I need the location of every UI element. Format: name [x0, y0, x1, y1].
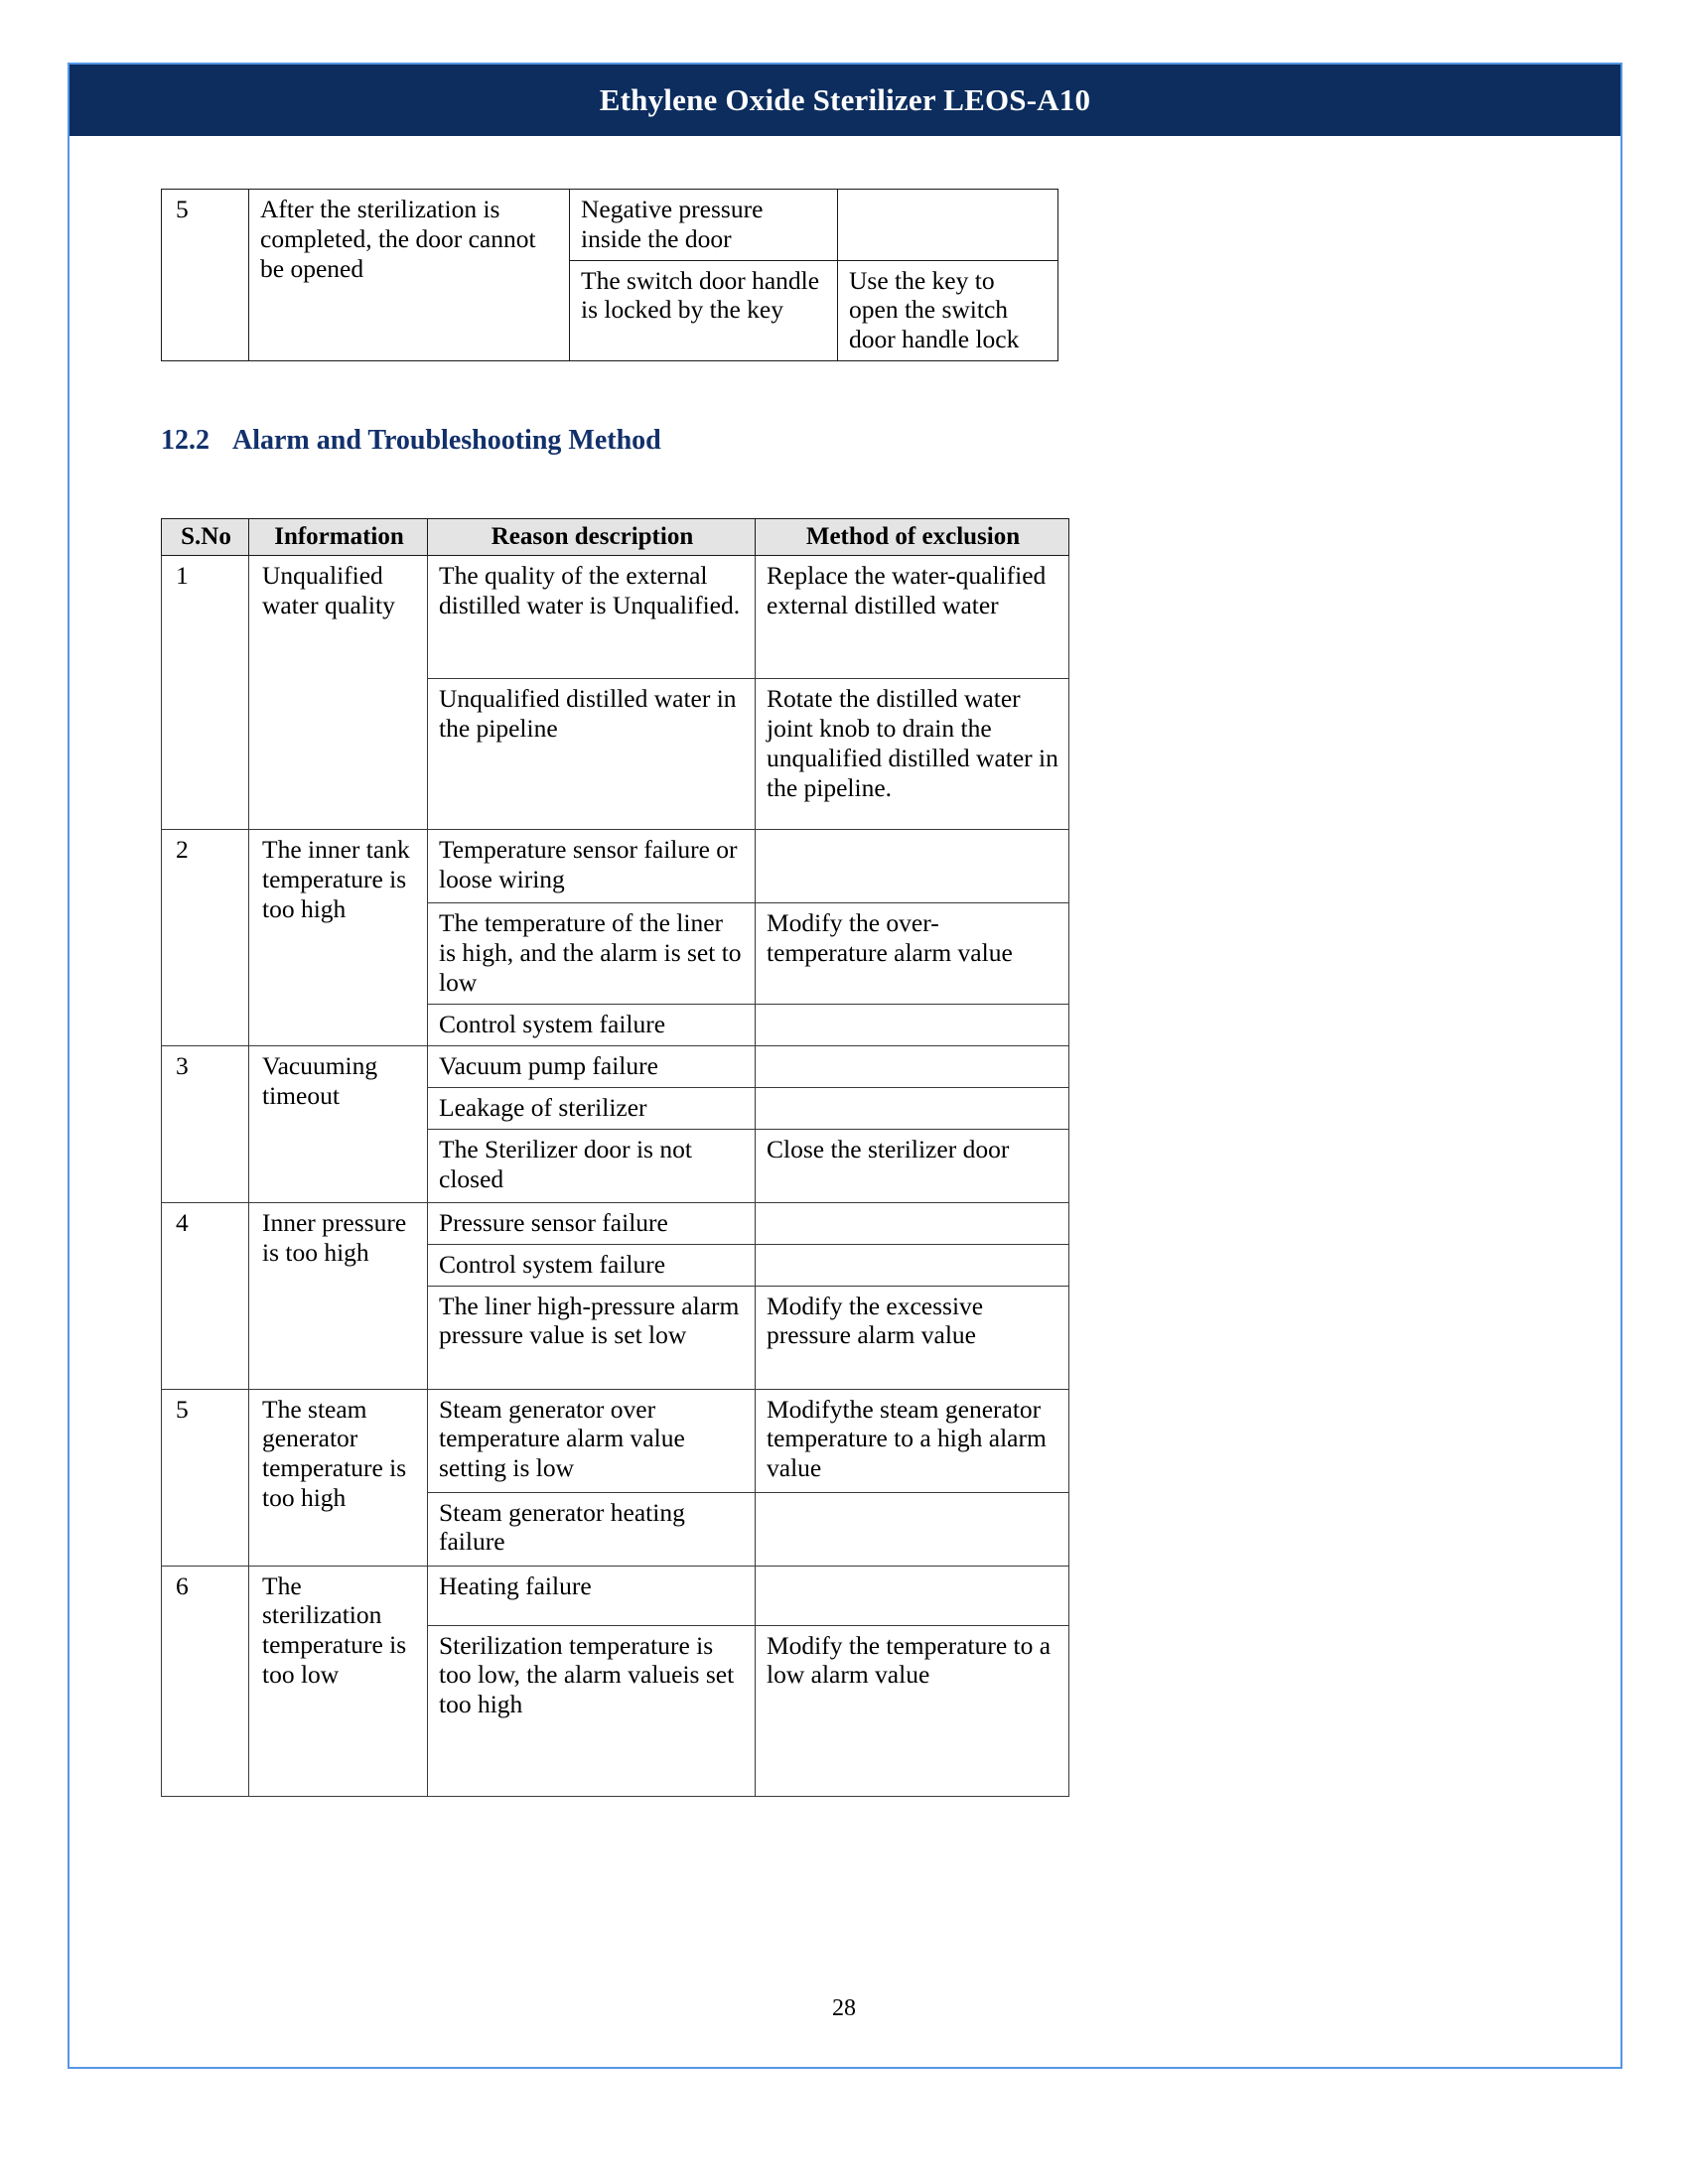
- reason-description: The temperature of the liner is high, and the alarm is set to low: [428, 903, 756, 1005]
- reason-description: Heating failure: [428, 1566, 756, 1625]
- row-number: 6: [162, 1566, 249, 1796]
- table-row: [162, 556, 1069, 679]
- information-cell: Vacuuming timeout: [249, 1046, 428, 1203]
- column-header-sno: S.No: [162, 519, 249, 556]
- troubleshooting-continuation-table: [161, 189, 1058, 361]
- issue-description: After the sterilization is completed, the door cannot be opened: [249, 190, 570, 361]
- document-header-band: [70, 65, 1620, 136]
- column-header-method-of-exclusion: Method of exclusion: [756, 519, 1069, 556]
- reason-description: Pressure sensor failure: [428, 1202, 756, 1244]
- method-of-exclusion: [756, 1566, 1069, 1625]
- row-number: 2: [162, 830, 249, 1046]
- method-of-exclusion: [756, 1046, 1069, 1088]
- method-of-exclusion: Use the key to open the switch door handle lock: [838, 260, 1058, 360]
- table-header-row: [162, 519, 1069, 556]
- table-row: [162, 1566, 1069, 1625]
- document-title: Ethylene Oxide Sterilizer LEOS-A10: [599, 82, 1091, 117]
- reason-description: Sterilization temperature is too low, the alarm valueis set too high: [428, 1625, 756, 1796]
- information-cell: The inner tank temperature is too high: [249, 830, 428, 1046]
- method-of-exclusion: Close the sterilizer door: [756, 1129, 1069, 1202]
- reason-description: Control system failure: [428, 1005, 756, 1046]
- method-of-exclusion: Rotate the distilled water joint knob to drain the unqualified distilled water in the pipeline.: [756, 679, 1069, 830]
- table-row: [162, 1202, 1069, 1244]
- reason-description: The Sterilizer door is not closed: [428, 1129, 756, 1202]
- method-of-exclusion: Modifythe steam generator temperature to a high alarm value: [756, 1389, 1069, 1492]
- method-of-exclusion: Modify the temperature to a low alarm value: [756, 1625, 1069, 1796]
- method-of-exclusion: [756, 1005, 1069, 1046]
- reason-description: The liner high-pressure alarm pressure value is set low: [428, 1286, 756, 1389]
- reason-description: Temperature sensor failure or loose wiring: [428, 830, 756, 903]
- information-cell: Inner pressure is too high: [249, 1202, 428, 1389]
- method-of-exclusion: [838, 190, 1058, 261]
- row-number: 3: [162, 1046, 249, 1203]
- table-row: [162, 1046, 1069, 1088]
- method-of-exclusion: [756, 1088, 1069, 1130]
- method-of-exclusion: [756, 1492, 1069, 1566]
- section-title: Alarm and Troubleshooting Method: [232, 425, 661, 457]
- row-number: 4: [162, 1202, 249, 1389]
- row-number: 1: [162, 556, 249, 830]
- information-cell: The steam generator temperature is too high: [249, 1389, 428, 1566]
- reason-description: Vacuum pump failure: [428, 1046, 756, 1088]
- alarm-troubleshooting-table: [161, 518, 1069, 1796]
- section-number: 12.2: [161, 425, 210, 457]
- reason-description: Unqualified distilled water in the pipeline: [428, 679, 756, 830]
- reason-description: Leakage of sterilizer: [428, 1088, 756, 1130]
- reason-description: Steam generator over temperature alarm value setting is low: [428, 1389, 756, 1492]
- reason-description: Steam generator heating failure: [428, 1492, 756, 1566]
- information-cell: Unqualified water quality: [249, 556, 428, 830]
- section-heading-12-2: [161, 425, 1472, 457]
- method-of-exclusion: Modify the over-temperature alarm value: [756, 903, 1069, 1005]
- table-row: [162, 830, 1069, 903]
- reason-description: The switch door handle is locked by the key: [570, 260, 838, 360]
- method-of-exclusion: [756, 1202, 1069, 1244]
- column-header-information: Information: [249, 519, 428, 556]
- table-row: [162, 190, 1058, 261]
- column-header-reason-description: Reason description: [428, 519, 756, 556]
- row-number: 5: [162, 190, 249, 361]
- page-number: 28: [832, 1995, 856, 2021]
- method-of-exclusion: Modify the excessive pressure alarm value: [756, 1286, 1069, 1389]
- method-of-exclusion: Replace the water-qualified external distilled water: [756, 556, 1069, 679]
- reason-description: Control system failure: [428, 1244, 756, 1286]
- method-of-exclusion: [756, 1244, 1069, 1286]
- reason-description: Negative pressure inside the door: [570, 190, 838, 261]
- table-row: [162, 1389, 1069, 1492]
- reason-description: The quality of the external distilled water is Unqualified.: [428, 556, 756, 679]
- row-number: 5: [162, 1389, 249, 1566]
- method-of-exclusion: [756, 830, 1069, 903]
- page-content: [161, 189, 1472, 1797]
- information-cell: The sterilization temperature is too low: [249, 1566, 428, 1796]
